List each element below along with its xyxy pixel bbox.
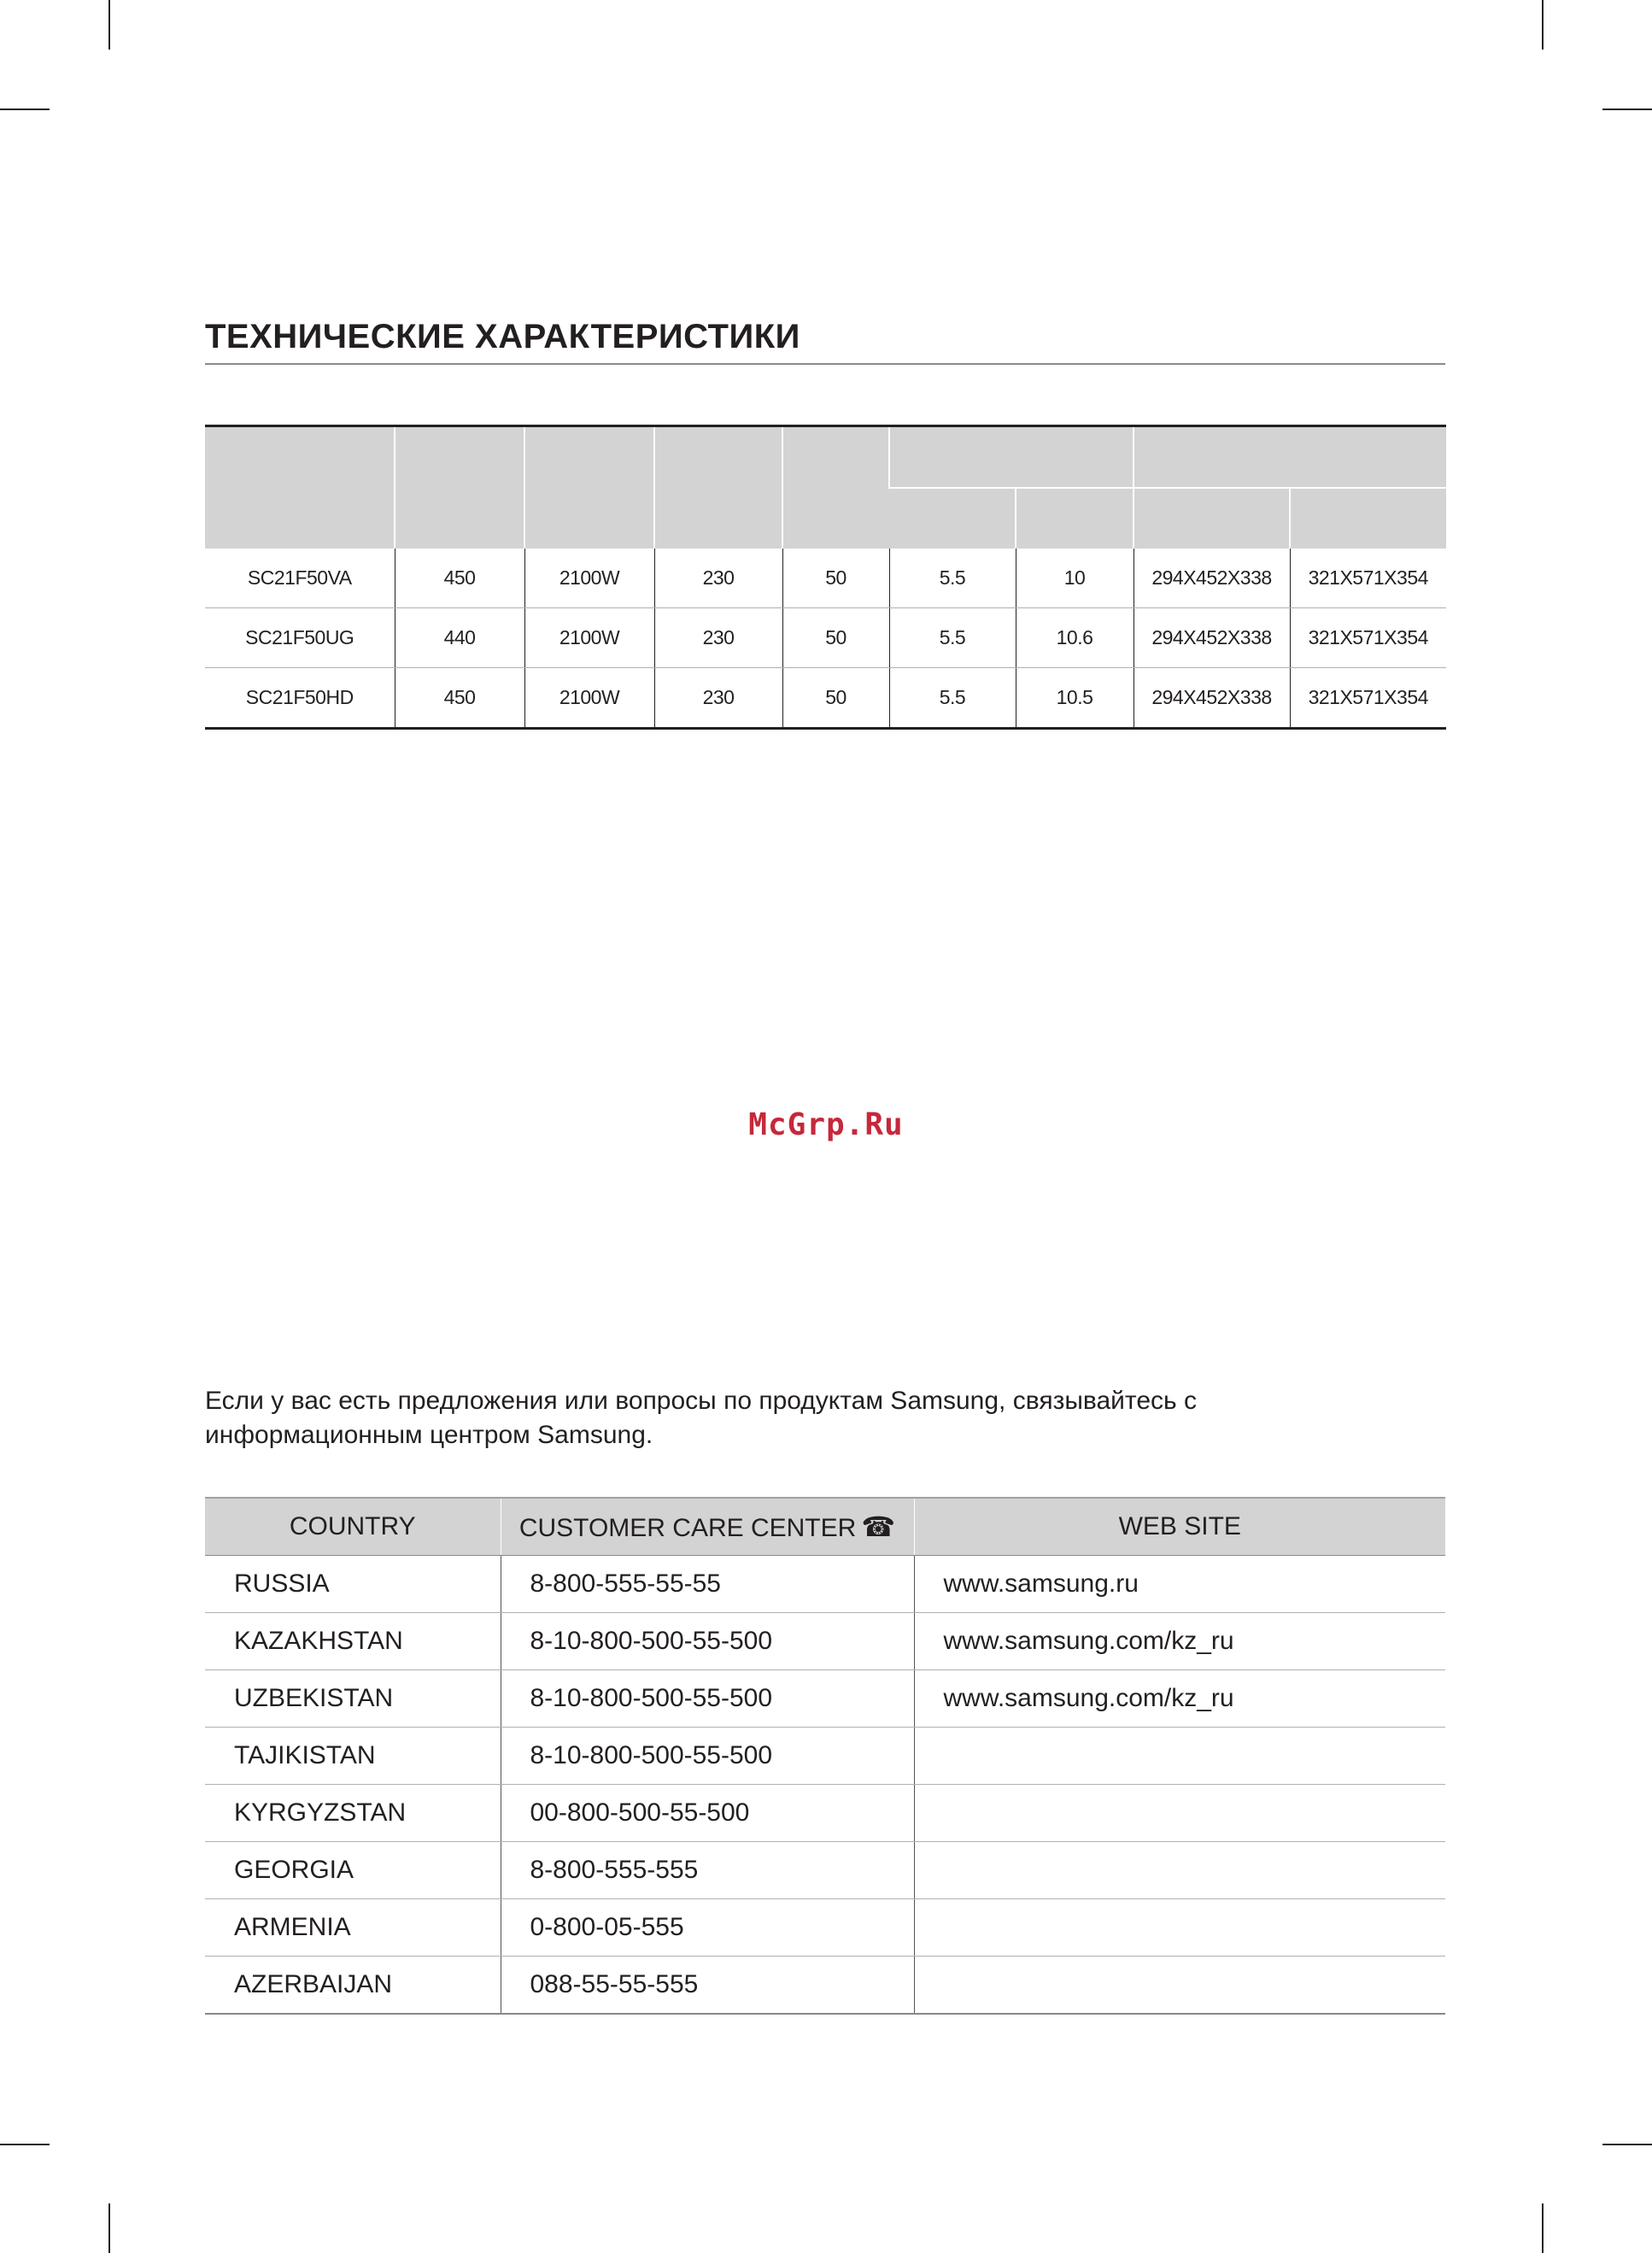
- country-cell: RUSSIA: [205, 1556, 501, 1613]
- contact-row: [205, 1556, 1445, 1613]
- country-cell: KYRGYZSTAN: [205, 1785, 501, 1842]
- contact-row: [205, 1670, 1445, 1728]
- model-cell: SC21F50HD: [205, 668, 395, 729]
- spec-cell: 50: [782, 608, 889, 668]
- spec-cell: 321X571X354: [1290, 608, 1446, 668]
- spec-cell: 230: [654, 549, 782, 608]
- spec-header-cell: [1290, 488, 1446, 549]
- crop-mark: [1602, 2144, 1652, 2145]
- contact-header-row: [205, 1498, 1445, 1556]
- phone-cell: 8-800-555-555: [501, 1842, 914, 1899]
- spec-cell: 2100W: [524, 668, 654, 729]
- spec-header-cell: [395, 426, 524, 549]
- intro-text: Если у вас есть предложения или вопросы по продуктам Samsung, связывайтесь с информационным центром Samsung.: [205, 1387, 1197, 1449]
- spec-row: [205, 668, 1446, 729]
- crop-mark: [1542, 2203, 1544, 2253]
- spec-cell: 50: [782, 668, 889, 729]
- title-divider: [205, 363, 1445, 365]
- crop-mark: [1602, 109, 1652, 110]
- spec-cell: 2100W: [524, 608, 654, 668]
- contact-row: [205, 1728, 1445, 1785]
- spec-cell: 5.5: [889, 668, 1016, 729]
- care-center-label: CUSTOMER CARE CENTER: [518, 1514, 857, 1542]
- contact-row: [205, 1957, 1445, 2015]
- model-cell: SC21F50VA: [205, 549, 395, 608]
- model-cell: SC21F50UG: [205, 608, 395, 668]
- spec-cell: 10: [1016, 549, 1134, 608]
- phone-cell: 8-10-800-500-55-500: [501, 1613, 914, 1670]
- spec-header-cell: [205, 426, 395, 549]
- spec-header-cell: [524, 426, 654, 549]
- spec-cell: 321X571X354: [1290, 668, 1446, 729]
- spec-cell: 230: [654, 608, 782, 668]
- crop-mark: [1542, 0, 1544, 50]
- country-cell: GEORGIA: [205, 1842, 501, 1899]
- spec-header-cell: [1134, 488, 1290, 549]
- country-cell: TAJIKISTAN: [205, 1728, 501, 1785]
- spec-cell: 10.5: [1016, 668, 1134, 729]
- phone-cell: 088-55-55-555: [501, 1957, 914, 2015]
- crop-mark: [0, 2144, 50, 2145]
- website-cell: [914, 1842, 1445, 1899]
- website-link[interactable]: www.samsung.com/kz_ru: [914, 1613, 1445, 1670]
- spec-cell: 321X571X354: [1290, 549, 1446, 608]
- spec-cell: 294X452X338: [1134, 549, 1290, 608]
- spec-header-cell: [782, 426, 889, 549]
- spec-header-cell: [1134, 426, 1446, 489]
- spec-cell: 5.5: [889, 608, 1016, 668]
- contact-row: [205, 1899, 1445, 1957]
- phone-cell: 8-10-800-500-55-500: [501, 1728, 914, 1785]
- spec-cell: 5.5: [889, 549, 1016, 608]
- spec-cell: 230: [654, 668, 782, 729]
- contact-row: [205, 1842, 1445, 1899]
- spec-header-cell: [889, 488, 1016, 549]
- watermark: McGrp.Ru: [748, 1107, 904, 1142]
- website-cell: [914, 1785, 1445, 1842]
- country-cell: UZBEKISTAN: [205, 1670, 501, 1728]
- spec-cell: 450: [395, 668, 524, 729]
- website-link[interactable]: www.samsung.ru: [914, 1556, 1445, 1613]
- spec-header-cell: [889, 426, 1134, 489]
- spec-header-row: [205, 426, 1446, 489]
- spec-cell: 294X452X338: [1134, 608, 1290, 668]
- spec-cell: 294X452X338: [1134, 668, 1290, 729]
- phone-cell: 8-10-800-500-55-500: [501, 1670, 914, 1728]
- spec-cell: 440: [395, 608, 524, 668]
- web-site-header: WEB SITE: [914, 1498, 1445, 1556]
- spec-row: [205, 608, 1446, 668]
- website-link[interactable]: www.samsung.com/kz_ru: [914, 1670, 1445, 1728]
- phone-icon: ☎: [861, 1511, 896, 1542]
- phone-cell: 0-800-05-555: [501, 1899, 914, 1957]
- crop-mark: [108, 0, 110, 50]
- spec-row: [205, 549, 1446, 608]
- country-cell: KAZAKHSTAN: [205, 1613, 501, 1670]
- country-cell: ARMENIA: [205, 1899, 501, 1957]
- crop-mark: [0, 109, 50, 110]
- spec-cell: 10.6: [1016, 608, 1134, 668]
- phone-cell: 8-800-555-55-55: [501, 1556, 914, 1613]
- spec-header-cell: [654, 426, 782, 549]
- contact-table: [205, 1497, 1445, 2015]
- crop-mark: [108, 2203, 110, 2253]
- spec-header-cell: [1016, 488, 1134, 549]
- contact-row: [205, 1785, 1445, 1842]
- website-cell: [914, 1957, 1445, 2015]
- website-cell: [914, 1899, 1445, 1957]
- phone-cell: 00-800-500-55-500: [501, 1785, 914, 1842]
- page-title: ТЕХНИЧЕСКИЕ ХАРАКТЕРИСТИКИ: [205, 318, 800, 355]
- spec-cell: 50: [782, 549, 889, 608]
- spec-table: [205, 425, 1446, 730]
- country-cell: AZERBAIJAN: [205, 1957, 501, 2015]
- contact-row: [205, 1613, 1445, 1670]
- spec-cell: 2100W: [524, 549, 654, 608]
- spec-cell: 450: [395, 549, 524, 608]
- website-cell: [914, 1728, 1445, 1785]
- country-header: COUNTRY: [205, 1498, 501, 1556]
- care-center-header: [501, 1498, 914, 1556]
